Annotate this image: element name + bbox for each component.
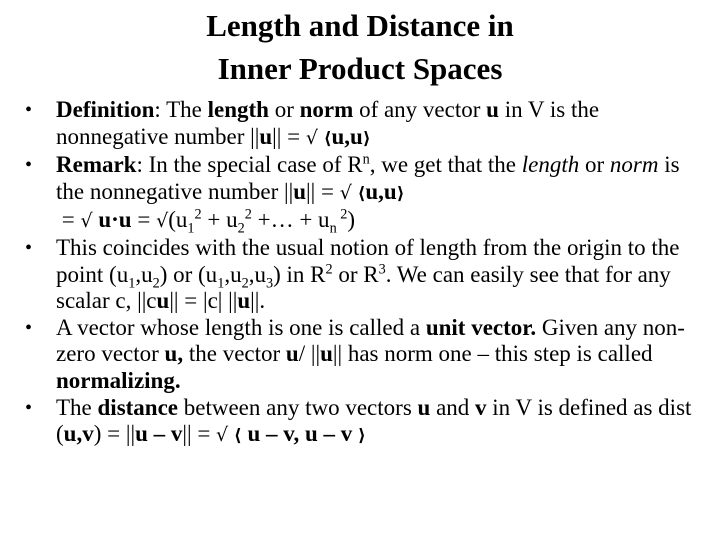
text-run: Given any non-zero vector xyxy=(56,314,685,367)
text-run: ,u xyxy=(248,261,266,287)
text-run: ,u xyxy=(135,261,153,287)
vector-u: u xyxy=(293,178,307,204)
bullet-item-coincides xyxy=(0,235,710,315)
vector-u: u xyxy=(417,394,431,420)
text-run: . We can easily see that for any scalar c, ||c xyxy=(56,261,671,314)
bullet-marker: • xyxy=(25,396,33,419)
vector-u: u xyxy=(285,341,299,367)
text-run: A vector whose length is one is called a xyxy=(56,314,426,340)
sqrt-symbol: √ xyxy=(156,210,169,233)
sqrt-symbol: √ xyxy=(305,126,318,149)
text-run: , we get that the xyxy=(369,152,522,178)
text-run: || = xyxy=(306,178,340,204)
text-run: || = xyxy=(182,421,217,447)
inner-product-args: u,u xyxy=(331,123,363,149)
vector-difference: u – v xyxy=(135,421,183,447)
term-normalizing: normalizing. xyxy=(56,367,181,393)
vector-u: u xyxy=(320,341,333,367)
text-run: The xyxy=(56,394,98,420)
text-run: + u xyxy=(201,207,238,233)
term-norm: norm xyxy=(609,152,659,178)
superscript: 2 xyxy=(244,206,252,223)
subscript: 3 xyxy=(265,275,274,292)
superscript: 3 xyxy=(378,260,386,277)
text-run: is the nonnegative number || xyxy=(56,152,680,204)
text-run: This coincides with the usual notion of length from the origin to the point (u xyxy=(56,234,680,287)
slide-title xyxy=(0,4,720,90)
bullet-marker: • xyxy=(25,236,33,259)
title-line-2: Inner Product Spaces xyxy=(217,51,503,86)
sqrt-symbol: √ xyxy=(339,181,352,204)
text-run: ) or (u xyxy=(159,261,218,287)
text-run: ) xyxy=(347,207,356,233)
remark-term: Remark xyxy=(56,152,137,178)
subscript: 1 xyxy=(217,275,225,292)
superscript: 2 xyxy=(336,206,348,223)
text-run: ) = || xyxy=(93,421,136,447)
subscript: 1 xyxy=(187,220,195,237)
inner-product-args: u,u xyxy=(365,178,397,204)
superscript: n xyxy=(362,151,370,168)
vector-u: u xyxy=(486,97,499,122)
text-run: = xyxy=(131,207,157,233)
left-angle-bracket: ⟨ xyxy=(233,426,242,447)
superscript: 2 xyxy=(194,206,202,223)
text-run: : The xyxy=(154,97,208,122)
right-angle-bracket: ⟩ xyxy=(358,426,366,447)
definition-term: Definition xyxy=(56,97,155,122)
subscript: 2 xyxy=(152,275,160,292)
text-run: || = xyxy=(272,123,306,149)
bullet-item-definition xyxy=(0,97,710,152)
bullet-item-unit-vector xyxy=(0,315,710,395)
left-angle-bracket: ⟨ xyxy=(323,128,332,149)
term-norm: norm xyxy=(299,97,354,122)
text-run: the vector xyxy=(183,341,286,367)
right-angle-bracket: ⟩ xyxy=(362,128,371,149)
bullet-item-distance xyxy=(0,395,710,450)
text-run: ) in R xyxy=(273,261,326,287)
vector-u: u, xyxy=(164,341,184,367)
text-run: || = |c| || xyxy=(169,288,238,314)
text-run: in V is defined as dist ( xyxy=(56,394,692,447)
vector-u: u xyxy=(156,288,170,314)
title-line-1: Length and Distance in xyxy=(206,8,514,43)
term-distance: distance xyxy=(97,394,179,420)
term-length: length xyxy=(521,152,580,178)
vector-pair: u,v xyxy=(63,421,94,447)
bullet-marker: • xyxy=(25,316,33,339)
text-run: : In the special case of R xyxy=(136,152,363,178)
term-unit-vector: unit vector. xyxy=(425,314,537,340)
text-run: || has norm one – this step is called xyxy=(332,341,653,367)
inner-product-args: u – v, u – v xyxy=(241,421,359,447)
right-angle-bracket: ⟩ xyxy=(396,183,405,204)
vector-u: u xyxy=(259,123,273,149)
sqrt-symbol: √ xyxy=(80,210,93,233)
subscript: n xyxy=(329,220,337,237)
text-run: of any vector xyxy=(353,97,487,122)
text-run: or xyxy=(579,152,610,178)
vector-v: v xyxy=(475,394,487,420)
sqrt-symbol: √ xyxy=(216,424,229,447)
vector-u: u xyxy=(237,288,251,314)
text-run: ||. xyxy=(250,288,266,314)
superscript: 2 xyxy=(325,260,333,277)
text-run: +… + u xyxy=(251,207,330,233)
subscript: 1 xyxy=(128,275,136,292)
text-run: or xyxy=(268,97,300,122)
left-angle-bracket: ⟨ xyxy=(357,183,366,204)
subscript: 2 xyxy=(237,220,245,237)
text-run: (u xyxy=(168,207,188,233)
bullet-marker: • xyxy=(25,99,33,121)
text-run: / || xyxy=(298,341,321,367)
text-run: between any two vectors xyxy=(178,394,418,420)
slide-body xyxy=(0,97,720,537)
text-run: and xyxy=(430,394,476,420)
bullet-item-remark xyxy=(0,152,710,235)
subscript: 2 xyxy=(241,275,249,292)
dot-product: u·u xyxy=(98,207,132,233)
text-run: = xyxy=(61,207,81,233)
term-length: length xyxy=(207,97,269,122)
text-run: ,u xyxy=(224,261,242,287)
text-run: in V is the nonnegative number || xyxy=(56,97,600,149)
text-run: or R xyxy=(332,261,379,287)
bullet-marker: • xyxy=(25,154,33,177)
